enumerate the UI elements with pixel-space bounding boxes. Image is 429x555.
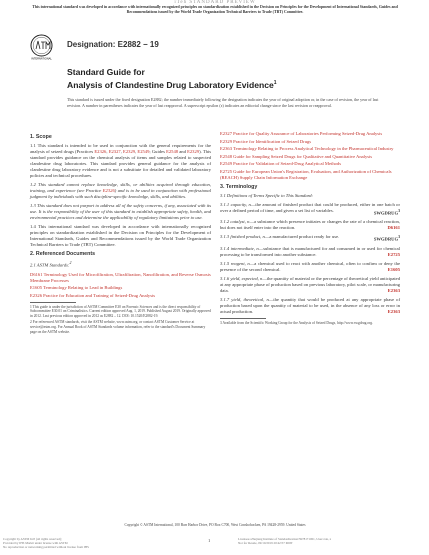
ref-code-link[interactable]: E1605 (30, 285, 42, 291)
definition (220, 297, 400, 315)
watermark: iTeh STANDARD PREVIEW (174, 0, 256, 5)
section-2-1: 2.1 ASTM Standards:$^2$ (30, 261, 72, 268)
source-code: E1605 (387, 266, 400, 272)
license-right (238, 537, 418, 545)
reference-item (30, 293, 211, 299)
designation: Designation: E2882 − 19 (67, 40, 159, 49)
footnote-mark: 3 (398, 208, 400, 213)
ref-code-link[interactable]: E2548 (220, 153, 232, 159)
page-number: 1 (208, 538, 211, 543)
footnote-1: 1 This guide is under the jurisdiction of ASTM Committee E30 on Forensic Sciences and is the direct responsibility of Subcommittee E30.01 on Criminalistics. Current edition approved Aug. 1, 2019. Published August 2019. Originally approved in 2012. Last previous edition approved in 2012 as E2882 – 12. DOI: 10.1520/E2882-19. (30, 304, 211, 318)
definition-term: 3.1.5 reagent, n (220, 260, 250, 266)
title-line-1: Standard Guide for (67, 67, 145, 77)
ref-link[interactable]: E2549 (137, 149, 150, 154)
right-column (220, 131, 400, 327)
document-title (67, 67, 397, 91)
license-line: Provided by IHS Markit under license with ASTM (3, 541, 68, 546)
footnote-2: 2 For referenced ASTM standards, visit the ASTM website, www.astm.org, or contact ASTM Customer Service at service@astm.org. For Annual Book of ASTM Standards volume information, refer to the standard's Document Summary page on the ASTM website. (30, 320, 206, 334)
ref-code-link[interactable]: E2725 (220, 168, 232, 174)
definition-body: —the quantity that would be produced at any appropriate phase of production based upon the quantity of material to be used, in the absence of any loss or error in actual production. (220, 296, 400, 314)
ref-link[interactable]: E2326 (102, 188, 115, 193)
title-line-2: Analysis of Clandestine Drug Laboratory Evidence$^1$ (67, 79, 277, 90)
section-3-1: 3.1 Definitions of Terms Specific to This Standard: (220, 192, 314, 198)
ref-title-link[interactable]: Practice for Education and Training of Seized-Drug Analysts (43, 292, 156, 298)
definition-body: —the amount of finished product that could be produced, either in one batch or over a defined period of time, and given a set list of variables. (220, 201, 400, 213)
reference-item (220, 154, 400, 160)
left-column (30, 131, 211, 336)
definition-body: —a manufactured product ready for use. (264, 234, 340, 240)
tbt-notice: This international standard was developed in accordance with internationally recognized principles on standardization established in the Decision on Principles for the Development of International Standards, Guides and Recommendations issued by the World Trade Organization Technical Barriers to Trade (TBT) Committee. (32, 5, 398, 14)
definition-term: 3.1.7 yield, theoretical, n (220, 296, 269, 302)
definition-body: —the quantity of material or the percentage of theoretical yield anticipated at any appropriate phase of production based on previous laboratory, pilot scale, or manufacturing data. (220, 275, 401, 293)
source-code: E2725 (387, 251, 400, 257)
copyright-line: Copyright © ASTM International, 100 Barr Harbor Drive, PO Box C700, West Conshohocken, PA 19428-2959. United States (124, 523, 306, 527)
ref-title-link[interactable]: Guide for Sampling Seized Drugs for Qualitative and Quantitative Analysis (233, 153, 373, 159)
reference-item (220, 131, 400, 137)
definition-source (387, 225, 400, 231)
ref-title-link[interactable]: Terminology Relating to Process Analytical Technology in the Pharmaceutical Industry (233, 146, 394, 151)
definition-source (374, 234, 400, 243)
referenced-documents-heading: 2. Referenced Documents (30, 251, 96, 257)
ref-title-link[interactable]: Guide for European Union's Registration, Evaluation, and Authorization of Chemicals (REACH) Supply Chain Information Exchange (220, 168, 392, 180)
definition (220, 261, 400, 273)
definition-term: 3.1.3 finished product, n (220, 234, 265, 240)
definition-source (388, 267, 400, 273)
license-line: Licensee=Zhejiang Institute of Standardization/5978171001, User=xie, z (238, 537, 332, 541)
reference-item (220, 139, 400, 145)
ref-code-link[interactable]: E2329 (220, 138, 232, 144)
footnote-divider (220, 318, 266, 319)
svg-text:INTERNATIONAL: INTERNATIONAL (31, 57, 52, 61)
license-left (3, 537, 173, 550)
definition (220, 246, 400, 258)
ref-title-link[interactable]: Terminology Relating to Lead in Buildings (43, 285, 123, 291)
ref-code-link[interactable]: E2363 (220, 146, 232, 151)
definition-body: —substance that is manufactured for and consumed in or used for chemical processing to be transformed into another substance. (220, 245, 400, 257)
scope-heading: 1. Scope (30, 134, 52, 140)
ref-link[interactable]: E2329 (123, 149, 136, 154)
definition-body: —a substance which presence initiates or changes the rate of a chemical reaction, but does not itself enter into the reaction. (220, 219, 400, 231)
definition-body: —a chemical used to react with another chemical, often to confirm or deny the presence of the second chemical. (220, 260, 400, 272)
source-code: SWGDRUG (373, 236, 399, 242)
reference-item (220, 169, 400, 181)
ref-title-link[interactable]: Practice for Quality Assurance of Laboratories Performing Seized-Drug Analysis (233, 131, 383, 136)
ref-link[interactable]: E2329 (187, 149, 200, 154)
definition (220, 276, 400, 294)
footnote-3: 3 Available from the Scientific Working Group for the Analysis of Seized Drugs, http://www.swgdrug.org. (220, 320, 373, 325)
definition-term: 3.1.4 intermediate, n (220, 245, 259, 251)
definition-source (374, 208, 400, 217)
definition-term: 3.1.1 capacity, n (220, 201, 251, 207)
terminology-heading: 3. Terminology (220, 183, 258, 190)
license-line: No reproduction or networking permitted without license from IHS (3, 545, 89, 550)
issue-note: This standard is issued under the fixed designation E2882; the number immediately following the designation indicates the year of original adoption or, in the case of revision, the year of last revision. A number in parentheses indicates the year of last reapproval. A superscript epsilon (ε) indicates an editorial change since the last revision or reapproval. (67, 97, 379, 108)
reference-list-left (30, 272, 211, 299)
source-code: SWGDRUG (373, 210, 399, 216)
source-code: E2363 (387, 308, 400, 314)
ref-title-link[interactable]: Practice for Validation of Seized-Drug Analytical Methods (233, 161, 341, 166)
section-1-2: 1.2 This standard cannot replace knowledge, skills, or abilities acquired through education, training, and experience (see Practice E2326) and is to be used in conjunction with professional judgment by individuals with such discipline-specific knowledge, skills, and abilities. (30, 182, 211, 199)
ref-code-link[interactable]: E2326 (30, 292, 42, 298)
definition-source (388, 288, 400, 294)
definition-source (388, 309, 400, 315)
section-1-4: 1.4 This international standard was developed in accordance with internationally recognized principles on standardization established in the Decision on Principles for the Development of International Standards, Guides and Recommendations issued by the World Trade Organization Technical Barriers to Trade (TBT) Committee. (30, 224, 211, 247)
footnote-mark: 3 (398, 235, 400, 240)
definition-term: 3.1.2 catalyst, n (220, 219, 250, 225)
ref-title-link[interactable]: Terminology Used for Microfiltration, Ultrafiltration, Nanofiltration, and Reverse Osmosis Membrane Processes (30, 271, 211, 283)
reference-list-right (220, 131, 400, 181)
definition-source (388, 252, 400, 258)
reference-item (30, 285, 211, 291)
definition (220, 234, 400, 243)
definition (220, 219, 400, 231)
ref-code-link[interactable]: D6161 (30, 271, 43, 277)
ref-title-link[interactable]: Practice for Identification of Seized Drugs (233, 138, 312, 144)
source-code: E2363 (387, 287, 400, 293)
ref-code-link[interactable]: E2327 (220, 131, 232, 136)
ref-link[interactable]: E2326 (94, 149, 107, 154)
license-line: Not for Resale, 09/10/2019 20:42:57 MDT (238, 541, 293, 546)
license-line: Copyright by ASTM Int'l (all rights reserved); (3, 537, 62, 541)
ref-link[interactable]: E2548 (166, 149, 179, 154)
reference-item (30, 272, 211, 284)
ref-code-link[interactable]: E2549 (220, 161, 232, 166)
reference-item (220, 146, 400, 152)
definition-term: 3.1.6 yield, expected, n (220, 275, 263, 281)
section-1-3: 1.3 This standard does not purport to address all of the safety concerns, if any, associated with its use. It is the responsibility of the user of this standard to establish appropriate safety, health, and environmental practices and determine the applicability of regulatory limitations prior to use. (30, 203, 211, 220)
definitions-list (220, 202, 400, 315)
section-1-1: 1.1 This standard is intended to be used in conjunction with the general requirements for the analysis of seized drugs (Practices E2326, E2327, E2329, E2549; Guides E2548 and E2329). This standard provides guidance on the chemical analysis of items and samples related to suspected clandestine drug laboratories. This standard provides general guidance for the analysis of clandestine drug laboratory evidence and is not a substitute for detailed and validated laboratory policies and technical procedures. (30, 143, 212, 178)
footnote-divider (30, 302, 76, 303)
astm-logo (30, 34, 53, 61)
definition (220, 202, 400, 217)
source-code: D6161 (387, 225, 400, 231)
ref-link[interactable]: E2327 (108, 149, 121, 154)
reference-item (220, 161, 400, 167)
